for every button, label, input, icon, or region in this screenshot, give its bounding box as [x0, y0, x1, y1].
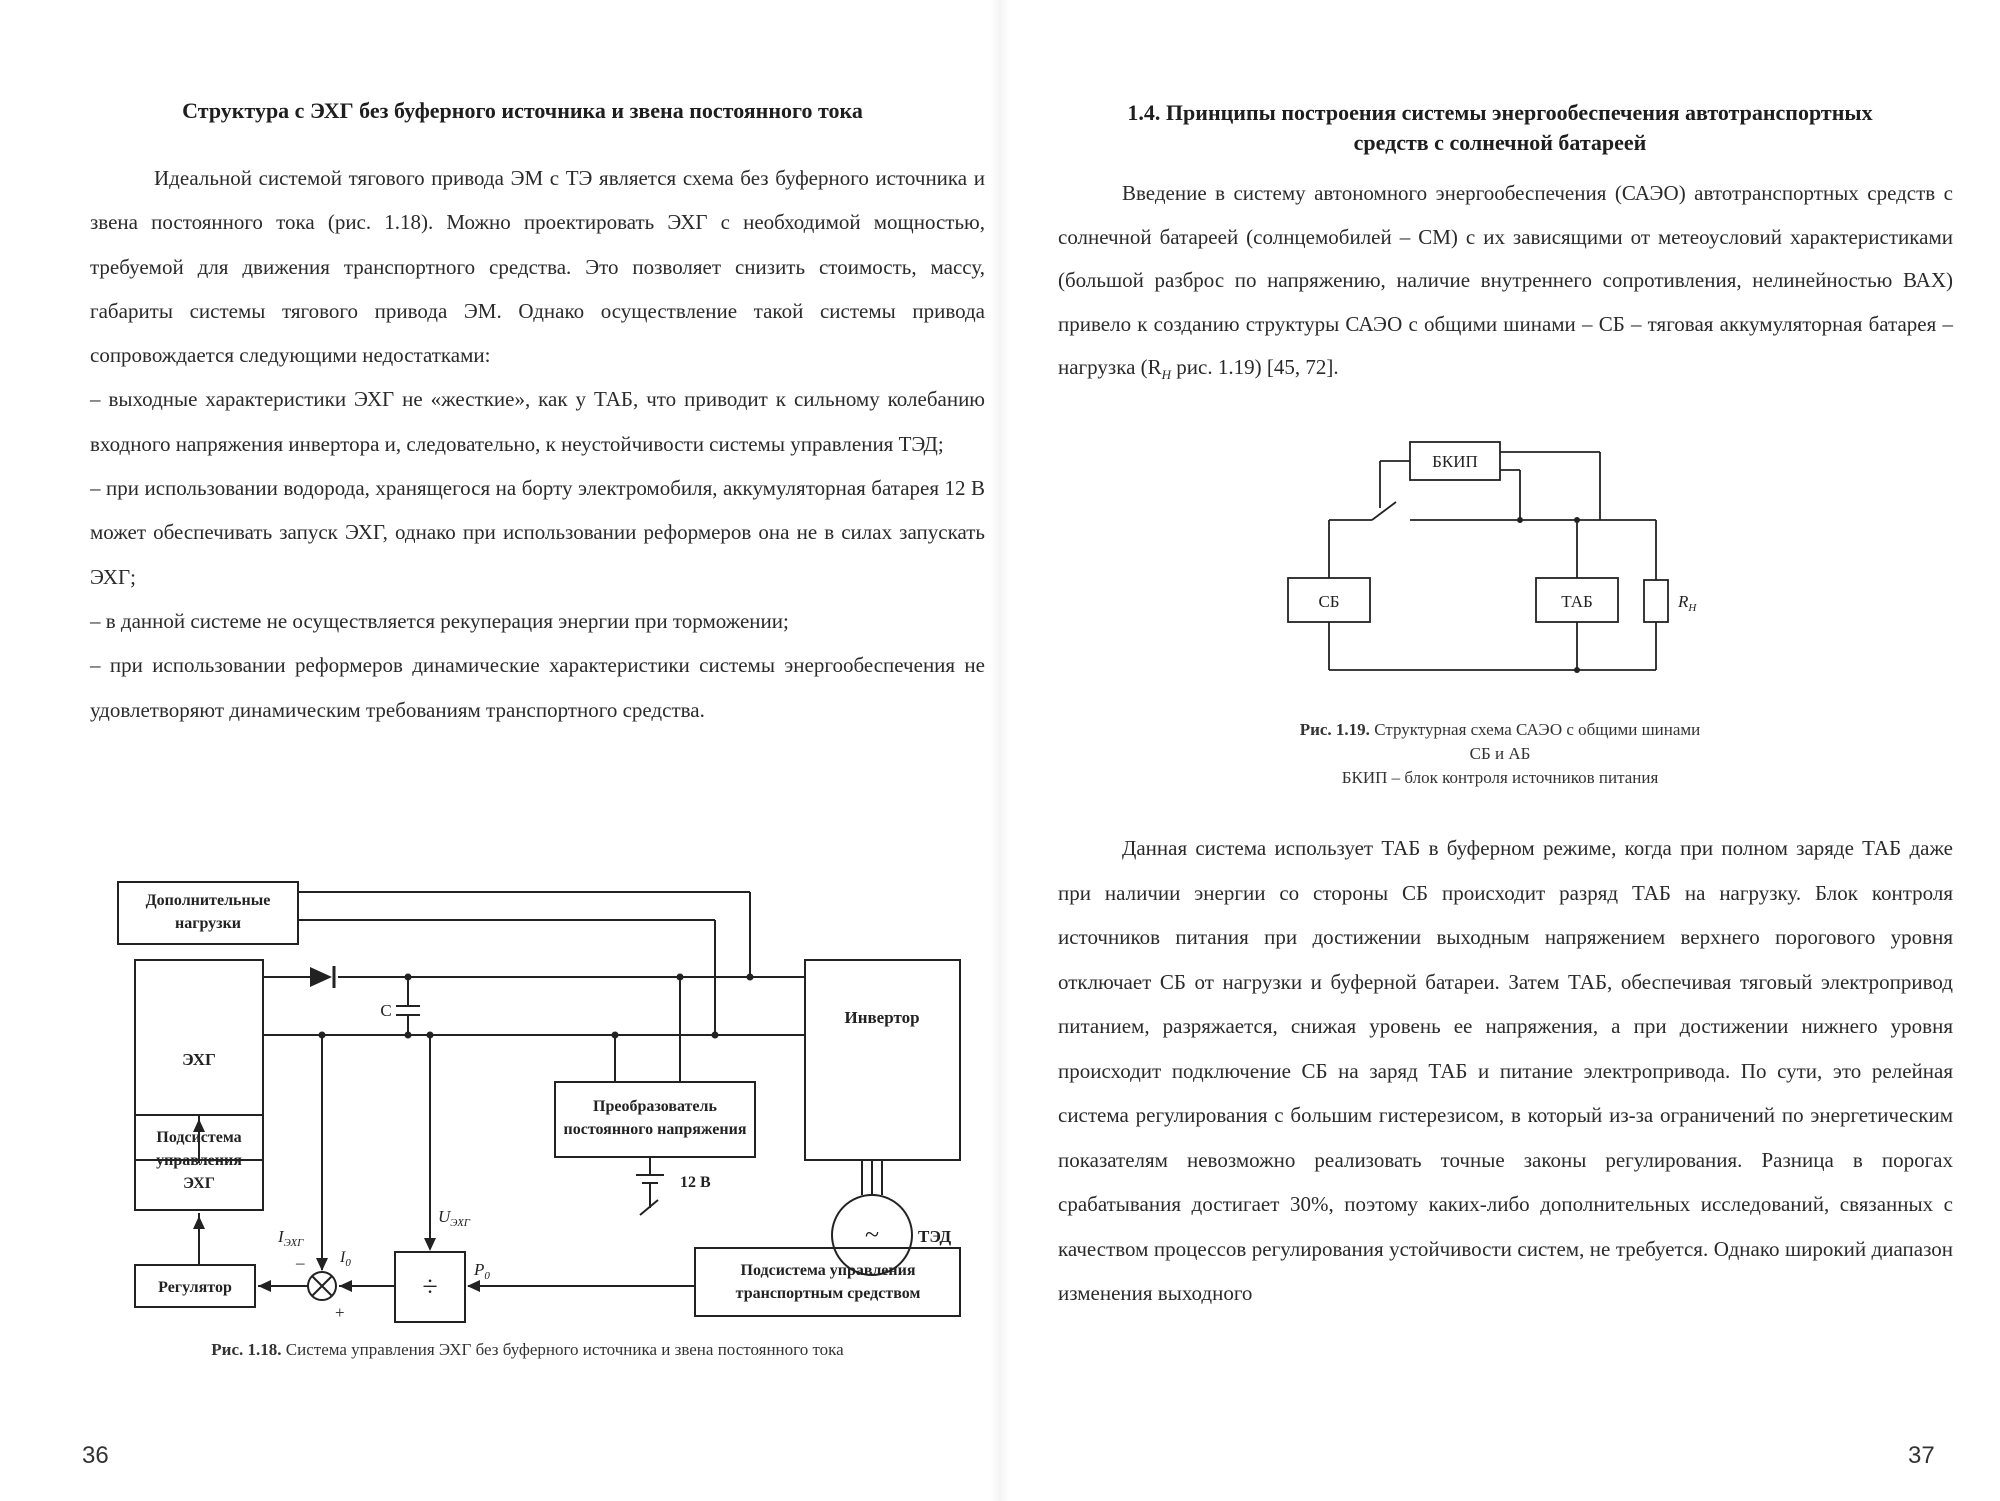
caption-label: Рис. 1.18.: [211, 1340, 282, 1359]
paragraph: – выходные характеристики ЭХГ не «жесткие», как у ТАБ, что приводит к сильному колебанию входного напряжения инвертора и, следовательно, к неустойчивости системы управления ТЭД;: [90, 387, 985, 456]
left-body-text: [90, 156, 985, 732]
bkip-label: БКИП: [1432, 452, 1478, 471]
page-number-right: 37: [1908, 1442, 1935, 1469]
tab-label: ТАБ: [1561, 592, 1593, 611]
motor-tilde-icon: ~: [864, 1220, 880, 1249]
battery-label: 12 В: [680, 1174, 711, 1191]
figure-1-19-caption: [1200, 718, 1800, 790]
vehicle-control-box: [695, 1248, 960, 1316]
i-zero-label: $I_0$: [340, 1249, 351, 1269]
extra-loads-label-1: Дополнительные: [145, 892, 271, 909]
paragraph: Данная система использует ТАБ в буферном режиме, когда при полном заряде ТАБ даже при наличии энергии со стороны СБ происходит разряд ТАБ на нагрузку. Блок контроля источников питания при достижении выходным напряжением верхнего порогового уровня отключает СБ от нагрузки и буферной батареи. Затем ТАБ, обеспечивая тяговый электропривод питанием, разряжается, снижая уровень ее напряжения, а при достижении нижнего уровня происходит подключение СБ на заряд ТАБ и питание электропривода. По сути, это релейная система регулирования с большим гистерезисом, в который из-за ограничений по энергетическим показателям невозможно реализовать точные законы регулирования. Разница в порогах срабатывания достигает 30%, поэтому каких-либо дополнительных исследований, связанных с качеством процессов регулирования устойчивости систем, не требуется. Однако широкий диапазон изменения выходного: [1058, 836, 1953, 1305]
paragraph: – при использовании водорода, хранящегося на борту электромобиля, аккумуляторная батарея 12 В может обеспечивать запуск ЭХГ, однако при использовании реформеров она не в силах запускать ЭХГ;: [90, 476, 985, 589]
i-ehg-label: $I_{ЭХГ}$: [278, 1227, 304, 1249]
converter-label-1: Преобразователь: [593, 1098, 717, 1115]
converter-box: [555, 1082, 755, 1157]
heading-line-1: 1.4. Принципы построения системы энергообеспечения автотранспортных: [1127, 100, 1873, 125]
paragraph: Идеальной системой тягового привода ЭМ с ТЭ является схема без буферного источника и звена постоянного тока (рис. 1.18). Можно проектировать ЭХГ с необходимой мощностью, требуемой для движения транспортного средства. Это позволяет снизить стоимость, массу, габариты системы тягового привода ЭМ. Однако осуществление такой системы привода сопровождается следующими недостатками:: [90, 166, 985, 368]
ehg-label: ЭХГ: [182, 1050, 216, 1069]
vehicle-control-label-2: транспортным средством: [735, 1285, 921, 1302]
intro-paragraph: Введение в систему автономного энергообеспечения (САЭО) автотранспортных средств с солнечной батареей (солнцемобилей – СМ) с их зависящими от метеоусловий характеристиками (большой разброс по напряжению, наличие внутреннего сопротивления, нелинейностью ВАХ) привело к созданию структуры САЭО с общими шинами – СБ – тяговая аккумуляторная батарея – нагрузка (R: [1058, 181, 1953, 379]
intro-tail: рис. 1.19) [45, 72].: [1171, 355, 1339, 379]
caption-label: Рис. 1.19.: [1299, 720, 1370, 739]
subsystem-ehg-label-1: Подсистема: [156, 1129, 242, 1146]
divider-label: ÷: [422, 1272, 438, 1303]
extra-loads-label-2: нагрузки: [174, 915, 242, 932]
motor-label: ТЭД: [918, 1227, 952, 1246]
right-intro-text: [1058, 172, 1953, 397]
page-number-left: 36: [82, 1442, 109, 1469]
u-ehg-label: $U_{ЭХГ}$: [438, 1207, 471, 1229]
p-zero-label: $P_0$: [474, 1260, 490, 1282]
rn-subscript: Н: [1161, 367, 1172, 383]
caption-text: Система управления ЭХГ без буферного источника и звена постоянного тока: [285, 1340, 844, 1359]
inverter-box: [805, 960, 960, 1160]
minus-sign: –: [296, 1253, 305, 1272]
right-body-text: [1058, 826, 1953, 1316]
capacitor-label: С: [380, 1001, 392, 1020]
paragraph: – при использовании реформеров динамические характеристики системы энергообеспечения не удовлетворяют динамическим требованиям транспортного средства.: [90, 653, 985, 722]
vehicle-control-label-1: Подсистема управления: [740, 1262, 916, 1279]
converter-label-2: постоянного напряжения: [563, 1121, 747, 1138]
caption-line-3: БКИП – блок контроля источников питания: [1341, 768, 1659, 787]
rn-label: $R_Н$: [1678, 592, 1697, 614]
figure-1-18-diagram: [110, 870, 990, 1325]
heading-line-2: средств с солнечной батареей: [1353, 130, 1647, 155]
sb-label: СБ: [1318, 592, 1340, 611]
inverter-label: Инвертор: [844, 1008, 920, 1027]
caption-line-1: Структурная схема САЭО с общими шинами: [1374, 720, 1701, 739]
plus-sign: +: [335, 1303, 345, 1322]
section-heading-right: [1050, 98, 1950, 158]
figure-1-19-diagram: [1280, 430, 1720, 705]
rn-box: [1644, 580, 1668, 622]
regulator-label: Регулятор: [158, 1279, 232, 1296]
caption-line-2: СБ и АБ: [1469, 744, 1531, 763]
paragraph: – в данной системе не осуществляется рекуперация энергии при торможении;: [90, 608, 789, 633]
figure-1-18-caption: [90, 1338, 965, 1362]
page-right: [1000, 0, 2000, 1501]
subsystem-ehg-label-3: ЭХГ: [183, 1175, 215, 1192]
diode-icon: [310, 967, 332, 987]
subsystem-ehg-label-2: управления: [156, 1152, 242, 1169]
section-heading-left: Структура с ЭХГ без буферного источника и звена постоянного тока: [182, 98, 863, 123]
